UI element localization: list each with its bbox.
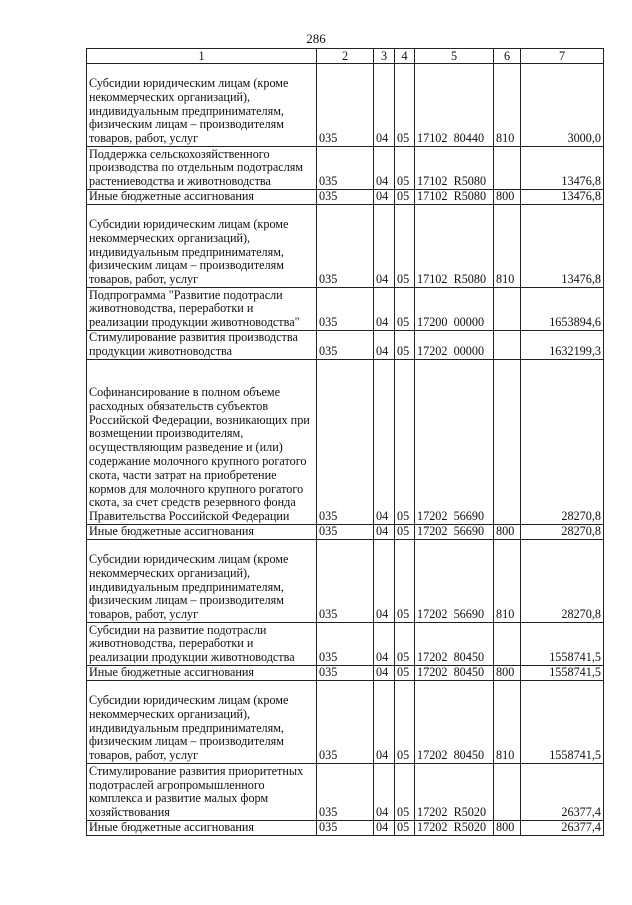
expense-type-code: 800 <box>494 666 521 681</box>
target-article-code: 17202 80450 <box>415 681 494 764</box>
ministry-code: 035 <box>317 681 374 764</box>
expense-type-code <box>494 331 521 360</box>
section-code: 04 <box>374 821 395 836</box>
amount: 13476,8 <box>521 205 604 288</box>
amount: 28270,8 <box>521 525 604 540</box>
table-row <box>87 147 604 190</box>
ministry-code: 035 <box>317 666 374 681</box>
table-row <box>87 205 604 288</box>
table-row <box>87 360 604 525</box>
expense-type-code <box>494 288 521 331</box>
table-row <box>87 288 604 331</box>
amount: 1653894,6 <box>521 288 604 331</box>
table-row <box>87 821 604 836</box>
section-code: 04 <box>374 205 395 288</box>
expense-type-code: 810 <box>494 540 521 623</box>
expense-type-code <box>494 147 521 190</box>
target-article-code: 17202 80450 <box>415 666 494 681</box>
expense-type-code: 810 <box>494 64 521 147</box>
section-code: 04 <box>374 666 395 681</box>
amount: 1558741,5 <box>521 681 604 764</box>
table-row <box>87 540 604 623</box>
section-code: 04 <box>374 681 395 764</box>
subsection-code: 05 <box>395 360 415 525</box>
amount: 26377,4 <box>521 764 604 821</box>
section-code: 04 <box>374 525 395 540</box>
subsection-code: 05 <box>395 525 415 540</box>
ministry-code: 035 <box>317 331 374 360</box>
expense-type-code <box>494 360 521 525</box>
section-code: 04 <box>374 623 395 666</box>
expense-name: Подпрограмма "Развитие подотрасли животноводства, переработки и реализации продукции животноводства" <box>87 288 317 331</box>
table-body <box>87 64 604 836</box>
target-article-code: 17102 R5080 <box>415 190 494 205</box>
expense-type-code: 810 <box>494 205 521 288</box>
header-col-1: 1 <box>87 49 317 64</box>
subsection-code: 05 <box>395 205 415 288</box>
section-code: 04 <box>374 190 395 205</box>
expense-type-code: 800 <box>494 190 521 205</box>
ministry-code: 035 <box>317 821 374 836</box>
table-row <box>87 681 604 764</box>
table-row <box>87 764 604 821</box>
ministry-code: 035 <box>317 147 374 190</box>
expense-type-code: 810 <box>494 681 521 764</box>
expense-name: Стимулирование развития производства продукции животноводства <box>87 331 317 360</box>
section-code: 04 <box>374 331 395 360</box>
budget-table <box>86 48 604 836</box>
section-code: 04 <box>374 764 395 821</box>
section-code: 04 <box>374 360 395 525</box>
header-col-6: 6 <box>494 49 521 64</box>
section-code: 04 <box>374 64 395 147</box>
table-row <box>87 64 604 147</box>
amount: 1558741,5 <box>521 666 604 681</box>
ministry-code: 035 <box>317 764 374 821</box>
expense-name: Стимулирование развития приоритетных подотраслей агропромышленного комплекса и развитие малых форм хозяйствования <box>87 764 317 821</box>
amount: 1558741,5 <box>521 623 604 666</box>
expense-name: Субсидии юридическим лицам (кроме некоммерческих организаций), индивидуальным предпринимателям, физическим лицам – производителям товаров, работ, услуг <box>87 681 317 764</box>
subsection-code: 05 <box>395 64 415 147</box>
expense-type-code: 800 <box>494 821 521 836</box>
target-article-code: 17202 56690 <box>415 525 494 540</box>
subsection-code: 05 <box>395 331 415 360</box>
expense-name: Субсидии юридическим лицам (кроме некоммерческих организаций), индивидуальным предпринимателям, физическим лицам – производителям товаров, работ, услуг <box>87 64 317 147</box>
header-col-4: 4 <box>395 49 415 64</box>
section-code: 04 <box>374 147 395 190</box>
ministry-code: 035 <box>317 190 374 205</box>
expense-name: Субсидии на развитие подотрасли животноводства, переработки и реализации продукции животноводства <box>87 623 317 666</box>
header-col-5: 5 <box>415 49 494 64</box>
expense-name: Иные бюджетные ассигнования <box>87 821 317 836</box>
ministry-code: 035 <box>317 623 374 666</box>
target-article-code: 17202 00000 <box>415 331 494 360</box>
subsection-code: 05 <box>395 666 415 681</box>
table-row <box>87 525 604 540</box>
target-article-code: 17202 80450 <box>415 623 494 666</box>
target-article-code: 17202 R5020 <box>415 821 494 836</box>
subsection-code: 05 <box>395 147 415 190</box>
ministry-code: 035 <box>317 288 374 331</box>
amount: 28270,8 <box>521 540 604 623</box>
expense-name: Поддержка сельскохозяйственного производства по отдельным подотраслям растениеводства и животноводства <box>87 147 317 190</box>
target-article-code: 17102 R5080 <box>415 147 494 190</box>
target-article-code: 17202 56690 <box>415 540 494 623</box>
ministry-code: 035 <box>317 540 374 623</box>
amount: 26377,4 <box>521 821 604 836</box>
table-row <box>87 190 604 205</box>
target-article-code: 17200 00000 <box>415 288 494 331</box>
expense-type-code: 800 <box>494 525 521 540</box>
ministry-code: 035 <box>317 360 374 525</box>
expense-name: Иные бюджетные ассигнования <box>87 190 317 205</box>
expense-name: Иные бюджетные ассигнования <box>87 666 317 681</box>
subsection-code: 05 <box>395 681 415 764</box>
amount: 13476,8 <box>521 190 604 205</box>
ministry-code: 035 <box>317 525 374 540</box>
target-article-code: 17102 R5080 <box>415 205 494 288</box>
amount: 1632199,3 <box>521 331 604 360</box>
header-row <box>87 49 604 64</box>
amount: 28270,8 <box>521 360 604 525</box>
section-code: 04 <box>374 288 395 331</box>
subsection-code: 05 <box>395 190 415 205</box>
expense-type-code <box>494 764 521 821</box>
page-number: 286 <box>306 31 326 46</box>
expense-name: Субсидии юридическим лицам (кроме некоммерческих организаций), индивидуальным предпринимателям, физическим лицам – производителям товаров, работ, услуг <box>87 540 317 623</box>
amount: 13476,8 <box>521 147 604 190</box>
target-article-code: 17102 80440 <box>415 64 494 147</box>
target-article-code: 17202 56690 <box>415 360 494 525</box>
target-article-code: 17202 R5020 <box>415 764 494 821</box>
table-row <box>87 666 604 681</box>
subsection-code: 05 <box>395 623 415 666</box>
subsection-code: 05 <box>395 821 415 836</box>
ministry-code: 035 <box>317 205 374 288</box>
header-col-7: 7 <box>521 49 604 64</box>
expense-name: Софинансирование в полном объеме расходных обязательств субъектов Российской Федерации, возникающих при возмещении производителям, осуществляющим разведение и (или) содержание молочного крупного рогатого скота, части затрат на приобретение кормов для молочного крупного рогатого скота, за счет средств резервного фонда Правительства Российской Федерации <box>87 360 317 525</box>
header-col-3: 3 <box>374 49 395 64</box>
subsection-code: 05 <box>395 288 415 331</box>
table-row <box>87 623 604 666</box>
expense-name: Субсидии юридическим лицам (кроме некоммерческих организаций), индивидуальным предпринимателям, физическим лицам – производителям товаров, работ, услуг <box>87 205 317 288</box>
table-row <box>87 331 604 360</box>
amount: 3000,0 <box>521 64 604 147</box>
expense-type-code <box>494 623 521 666</box>
subsection-code: 05 <box>395 764 415 821</box>
section-code: 04 <box>374 540 395 623</box>
ministry-code: 035 <box>317 64 374 147</box>
header-col-2: 2 <box>317 49 374 64</box>
expense-name: Иные бюджетные ассигнования <box>87 525 317 540</box>
subsection-code: 05 <box>395 540 415 623</box>
